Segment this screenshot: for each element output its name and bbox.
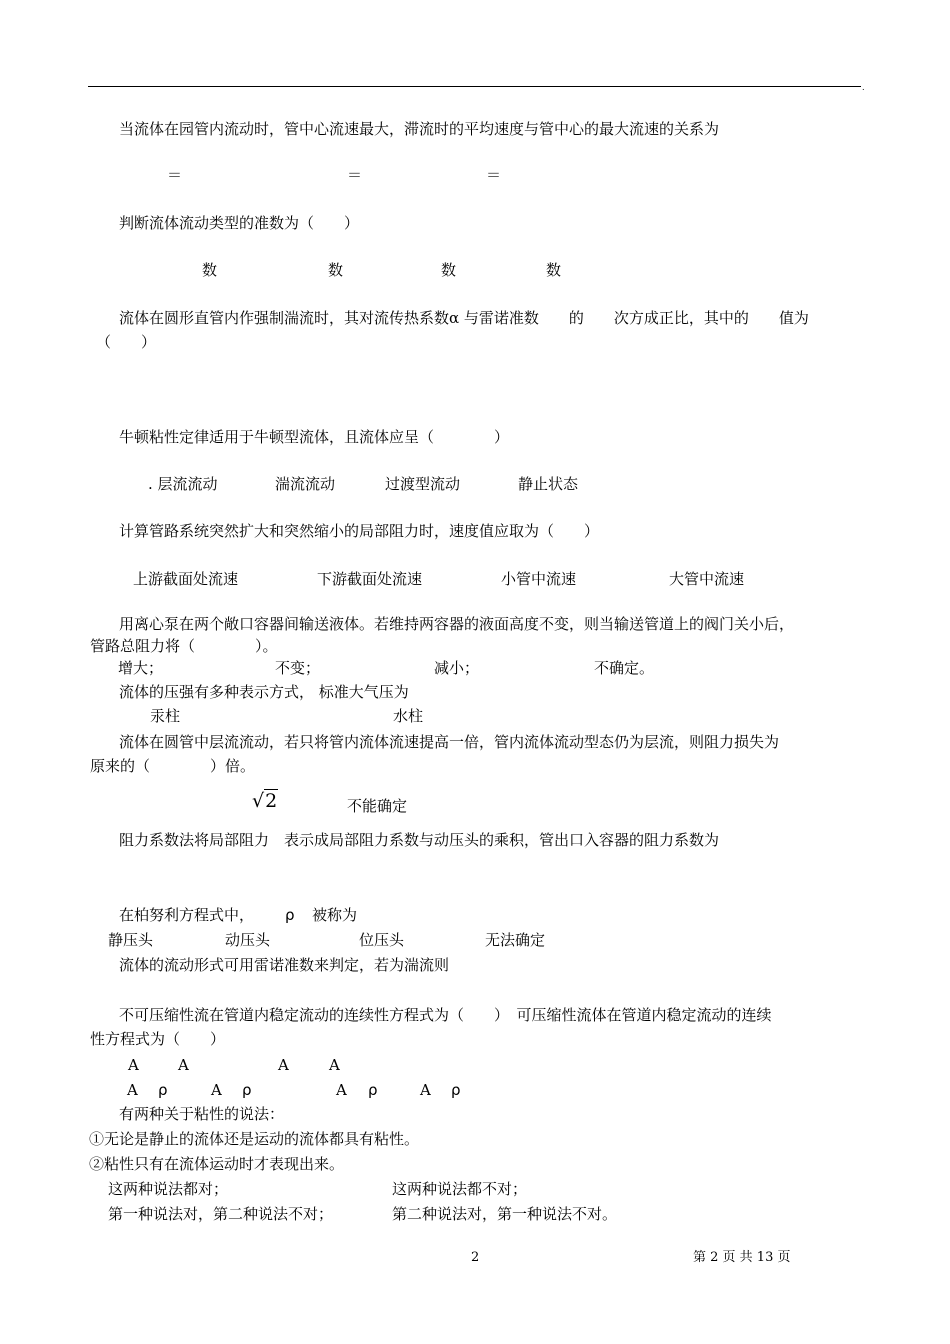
- q10-opt-4: 无法确定: [485, 931, 546, 949]
- q3-line1: 流体在圆形直管内作强制湍流时，其对流传热系数α 与雷诺准数 的 次方成正比，其中的 值为: [119, 309, 809, 327]
- header-rule: [88, 86, 861, 87]
- q12-line2: 性方程式为（ ）: [90, 1030, 226, 1048]
- q12-row2-rho3: ρ: [368, 1081, 378, 1099]
- q2-text: 判断流体流动类型的准数为（ ）: [119, 214, 360, 232]
- header-rule-mark: .: [862, 83, 865, 92]
- q12-row1-a4: A: [329, 1056, 340, 1074]
- q13-opt-3: 第一种说法对，第二种说法不对；: [108, 1205, 334, 1223]
- q12-row2-a1: A: [127, 1081, 138, 1099]
- q3-line2: （ ）: [96, 333, 157, 351]
- q2-opt-4: 数: [546, 261, 562, 279]
- q2-opt-1: 数: [202, 261, 218, 279]
- footer-page-of: 第 2 页 共 13 页: [693, 1250, 791, 1265]
- q13-text: 有两种关于粘性的说法：: [119, 1105, 285, 1123]
- q1-eq-1: ＝: [167, 166, 183, 184]
- q8-sqrt-radicand: 2: [265, 790, 278, 812]
- q12-row2-rho4: ρ: [451, 1081, 461, 1099]
- q12-row2-a2: A: [211, 1081, 222, 1099]
- q8-line1: 流体在圆管中层流流动，若只将管内流体流速提高一倍，管内流体流动型态仍为层流，则阻力损失为: [119, 733, 780, 751]
- q10-rho: ρ: [285, 906, 295, 924]
- q8-opt-last: 不能确定: [347, 797, 408, 815]
- q5-opt-3: 小管中流速: [501, 570, 577, 588]
- q12-row2-rho1: ρ: [158, 1081, 168, 1099]
- q12-row2-a3: A: [336, 1081, 347, 1099]
- q6-opt-4: 不确定。: [594, 659, 655, 677]
- q7-opt-1: 汞柱: [150, 707, 181, 725]
- q10-prefix: 在柏努利方程式中，: [119, 906, 255, 924]
- q10-opt-3: 位压头: [359, 931, 405, 949]
- q7-text: 流体的压强有多种表示方式， 标准大气压为: [119, 683, 409, 701]
- q10-opt-1: 静压头: [108, 931, 154, 949]
- q6-opt-2: 不变；: [275, 659, 321, 677]
- q12-row1-a1: A: [128, 1056, 139, 1074]
- q13-opt-4: 第二种说法对，第一种说法不对。: [392, 1205, 618, 1223]
- q5-opt-4: 大管中流速: [669, 570, 745, 588]
- q5-text: 计算管路系统突然扩大和突然缩小的局部阻力时，速度值应取为（ ）: [119, 522, 600, 540]
- q10-opt-2: 动压头: [225, 931, 271, 949]
- q13-statement-2: ②粘性只有在流体运动时才表现出来。: [89, 1155, 345, 1173]
- q1-eq-2: ＝: [347, 166, 363, 184]
- q6-line1: 用离心泵在两个敞口容器间输送液体。若维持两容器的液面高度不变，则当输送管道上的阀门关小后，: [119, 615, 795, 633]
- q8-line2: 原来的（ ）倍。: [90, 757, 256, 775]
- q6-opt-1: 增大；: [118, 659, 164, 677]
- q5-opt-1: 上游截面处流速: [133, 570, 239, 588]
- q2-opt-2: 数: [328, 261, 344, 279]
- q8-sqrt-option: √2: [252, 790, 278, 812]
- q12-row1-a2: A: [178, 1056, 189, 1074]
- q12-row2-a4: A: [420, 1081, 431, 1099]
- q4-opt-3: 过渡型流动: [385, 475, 461, 493]
- q4-opt-4: 静止状态: [518, 475, 579, 493]
- q10-suffix: 被称为: [312, 906, 358, 924]
- q2-opt-3: 数: [441, 261, 457, 279]
- q4-opt-1: . 层流流动: [148, 475, 218, 493]
- q12-line1: 不可压缩性流在管道内稳定流动的连续性方程式为（ ） 可压缩性流体在管道内稳定流动的连续: [119, 1006, 772, 1024]
- q13-statement-1: ①无论是静止的流体还是运动的流体都具有粘性。: [89, 1130, 420, 1148]
- q4-opt-2: 湍流流动: [275, 475, 336, 493]
- q6-opt-3: 减小；: [434, 659, 480, 677]
- q6-line2: 管路总阻力将（ ）。: [90, 637, 278, 655]
- q11-text: 流体的流动形式可用雷诺准数来判定，若为湍流则: [119, 956, 450, 974]
- q5-opt-2: 下游截面处流速: [317, 570, 423, 588]
- q13-opt-2: 这两种说法都不对；: [392, 1180, 528, 1198]
- footer-page-number: 2: [471, 1250, 480, 1265]
- q7-opt-2: 水柱: [393, 707, 424, 725]
- q4-text: 牛顿粘性定律适用于牛顿型流体，且流体应呈（ ）: [119, 428, 510, 446]
- q12-row2-rho2: ρ: [242, 1081, 252, 1099]
- q12-row1-a3: A: [278, 1056, 289, 1074]
- q1-eq-3: ＝: [486, 166, 502, 184]
- q9-text: 阻力系数法将局部阻力 表示成局部阻力系数与动压头的乘积，管出口入容器的阻力系数为: [119, 831, 720, 849]
- q1-text: 当流体在园管内流动时，管中心流速最大，滞流时的平均速度与管中心的最大流速的关系为: [119, 120, 720, 138]
- q13-opt-1: 这两种说法都对；: [108, 1180, 229, 1198]
